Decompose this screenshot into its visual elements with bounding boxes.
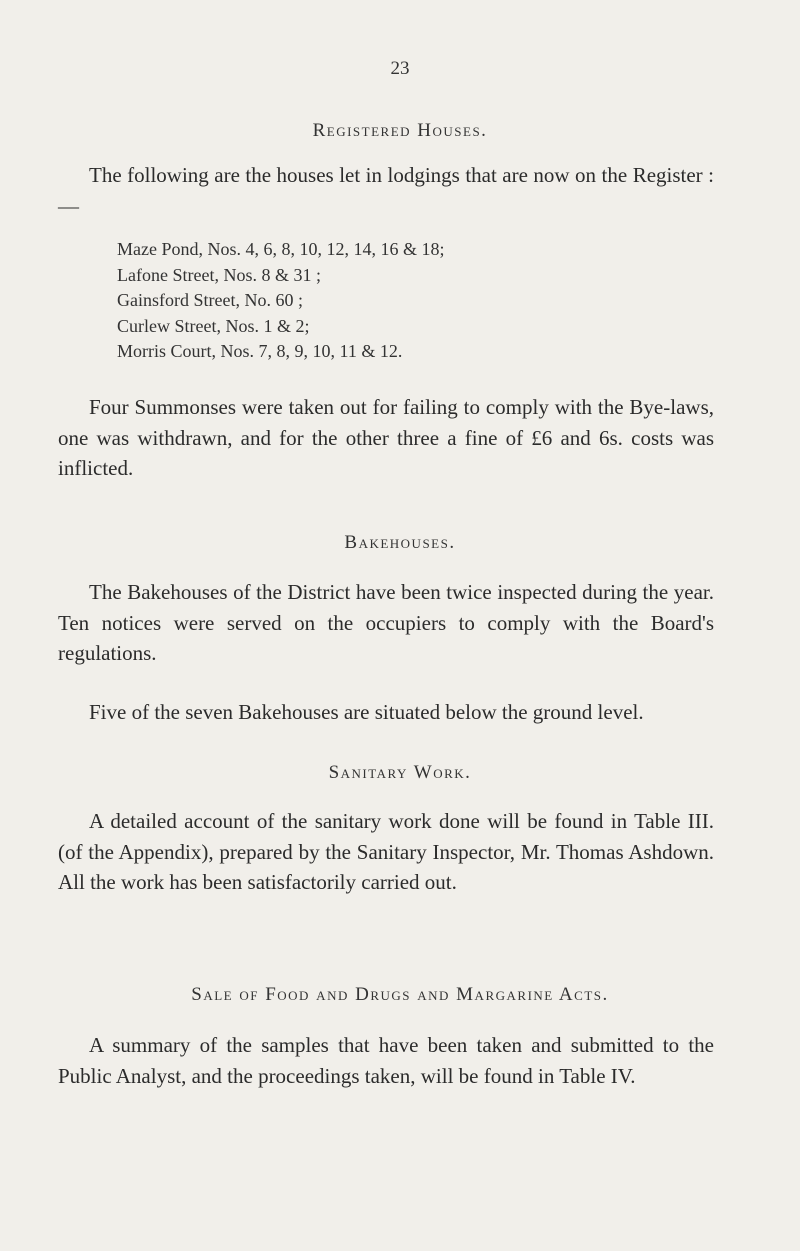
paragraph-food-and-drugs: A summary of the samples that have been taken and submitted to the Public Analyst, and the proceedings taken, will be found in Table IV. (58, 1033, 714, 1088)
page-number: 23 (390, 58, 410, 79)
heading-sanitary-work: Sanitary Work. (328, 762, 472, 783)
registered-houses-list (117, 237, 677, 365)
list-item: Maze Pond, Nos. 4, 6, 8, 10, 12, 14, 16 & 18; (117, 239, 445, 259)
paragraph-bakehouses-inspection: The Bakehouses of the District have been twice inspected during the year. Ten notices were served on the occupiers to comply with the Board's regulations. (58, 580, 714, 665)
paragraph-sanitary-work: A detailed account of the sanitary work done will be found in Table III. (of the Appendix), prepared by the Sanitary Inspector, Mr. Thomas Ashdown. All the work has been satisfactorily carried out. (58, 809, 714, 894)
list-item: Gainsford Street, No. 60 ; (117, 290, 303, 310)
list-item: Curlew Street, Nos. 1 & 2; (117, 315, 310, 336)
heading-food-and-drugs: Sale of Food and Drugs and Margarine Acts. (191, 984, 609, 1005)
paragraph-bakehouses-level: Five of the seven Bakehouses are situated below the ground level. (89, 700, 644, 724)
paragraph-registered-intro: The following are the houses let in lodgings that are now on the Register :— (58, 163, 714, 218)
list-item: Lafone Street, Nos. 8 & 31 ; (117, 264, 321, 285)
heading-bakehouses: Bakehouses. (344, 532, 456, 553)
heading-registered-houses: Registered Houses. (312, 120, 488, 141)
list-item: Morris Court, Nos. 7, 8, 9, 10, 11 & 12. (117, 341, 403, 361)
paragraph-summonses: Four Summonses were taken out for failing to comply with the Bye-laws, one was withdrawn, and for the other three a fine of £6 and 6s. costs was inflicted. (58, 395, 714, 480)
